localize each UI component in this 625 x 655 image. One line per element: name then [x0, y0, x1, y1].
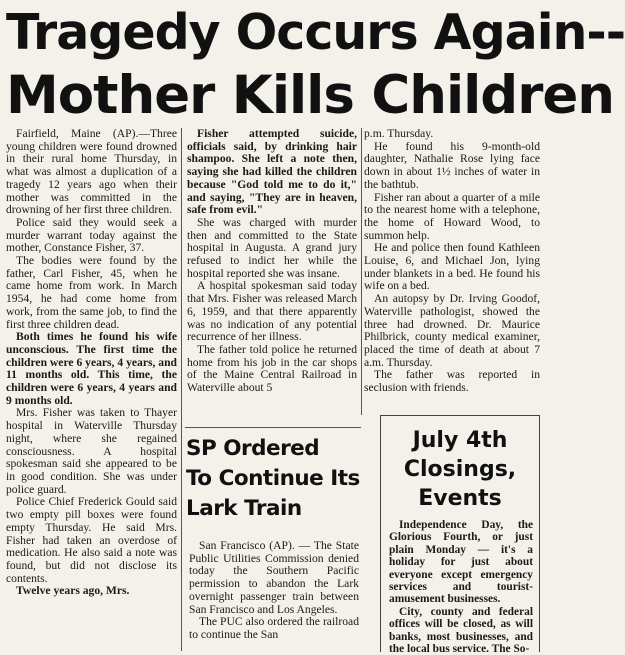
sp-train-story	[189, 540, 359, 642]
headline-line-1: Tragedy Occurs Again--	[6, 4, 625, 61]
july-4th-headline	[381, 426, 539, 513]
paragraph: Police said they would seek a murder warrant today against the mother, Constance Fisher, 37.	[6, 215, 177, 255]
section-divider	[185, 427, 361, 428]
paragraph: The father was reported in seclusion with friends.	[364, 368, 540, 395]
paragraph: He and police then found Kathleen Louise, 6, and Michael Jon, lying under blankets in a bed. He found his wife on a bed.	[364, 241, 540, 293]
paragraph: Independence Day, the Glorious Fourth, or just plain Monday — it's a holiday for just about everyone except emergency services and tourist-amusement businesses.	[389, 519, 533, 606]
paragraph: A hospital spokesman said today that Mrs. Fisher was released March 6, 1959, and that there apparently was no indication of any potential recurrence of her illness.	[187, 279, 357, 344]
paragraph: Fisher ran about a quarter of a mile to the nearest home with a telephone, the home of Howard Wood, to summon help.	[364, 190, 540, 242]
paragraph: p.m. Thursday.	[364, 127, 434, 140]
paragraph: Mrs. Fisher was taken to Thayer hospital in Waterville Thursday night, where she regained consciousness. A hospital spokesman said she appeared to be in good condition. She was under police guard.	[6, 406, 177, 496]
paragraph: Both times he found his wife unconscious. The first time the children were 6 years, 4 years, and 11 months old. This time, the children were 6 years, 4 years and 9 months old.	[6, 330, 177, 407]
paragraph: Twelve years ago, Mrs.	[16, 584, 130, 598]
july-4th-story	[389, 519, 533, 655]
column-rule-1	[181, 128, 182, 651]
july-headline-line-3: Events	[418, 486, 502, 511]
july-4th-box	[380, 415, 540, 655]
sp-headline-line-1: SP Ordered	[186, 436, 320, 461]
paragraph: Fairfield, Maine (AP).—Three young children were found drowned in their rural home Thursday, in what was almost a duplication of a tragedy 12 years ago when their mother was committed in the drowning of her first three children.	[6, 127, 177, 217]
july-headline-line-1: July 4th	[412, 428, 508, 453]
paragraph: Police Chief Frederick Gould said two empty pill boxes were found empty Thursday. He said Mrs. Fisher had taken an overdose of medication. He also said a note was found, but did not disclose its contents.	[6, 495, 177, 585]
paragraph: The bodies were found by the father, Carl Fisher, 45, when he came home from work. In March 1954, he had come home from work, from the same job, to find the first three children dead.	[6, 254, 177, 331]
paragraph: City, county and federal offices will be closed, as will banks, most businesses, and the local bus service. The So-	[389, 605, 533, 655]
sp-train-headline	[186, 434, 362, 524]
paragraph: He found his 9-month-old daughter, Nathalie Rose lying face down in about 1½ inches of water in the bathtub.	[364, 139, 540, 191]
paragraph: She was charged with murder then and committed to the State hospital in Augusta. A grand jury refused to indict her while the hospital reported she was insane.	[187, 215, 357, 280]
column-rule-2	[361, 128, 362, 415]
sp-headline-line-3: Lark Train	[186, 496, 302, 521]
story-column-3	[364, 128, 540, 395]
story-column-1	[6, 128, 177, 598]
headline-line-2: Mother Kills Children	[6, 65, 615, 126]
paragraph: The father told police he returned home from his job in the car shops of the Maine Central Railroad in Waterville about 5	[187, 342, 357, 395]
paragraph: San Francisco (AP). — The State Public Utilities Commission denied today the Southern Pacific permission to abandon the Lark overnight passenger train between San Francisco and Los Angeles.	[189, 539, 359, 616]
story-column-2	[187, 128, 357, 395]
paragraph: The PUC also ordered the railroad to continue the San	[189, 615, 359, 641]
july-headline-line-2: Closings,	[403, 457, 517, 482]
paragraph: An autopsy by Dr. Irving Goodof, Waterville pathologist, showed the three had drowned. Dr. Maurice Philbrick, county medical examiner, placed the time of death at about 7 a.m. Thursday.	[364, 292, 540, 369]
sp-headline-line-2: To Continue Its	[186, 466, 360, 491]
paragraph: Fisher attempted suicide, officials said, by drinking hair shampoo. She left a note then, saying she had killed the children because "God told me to do it," and saying, "They are in heaven, safe from evil."	[187, 127, 357, 217]
